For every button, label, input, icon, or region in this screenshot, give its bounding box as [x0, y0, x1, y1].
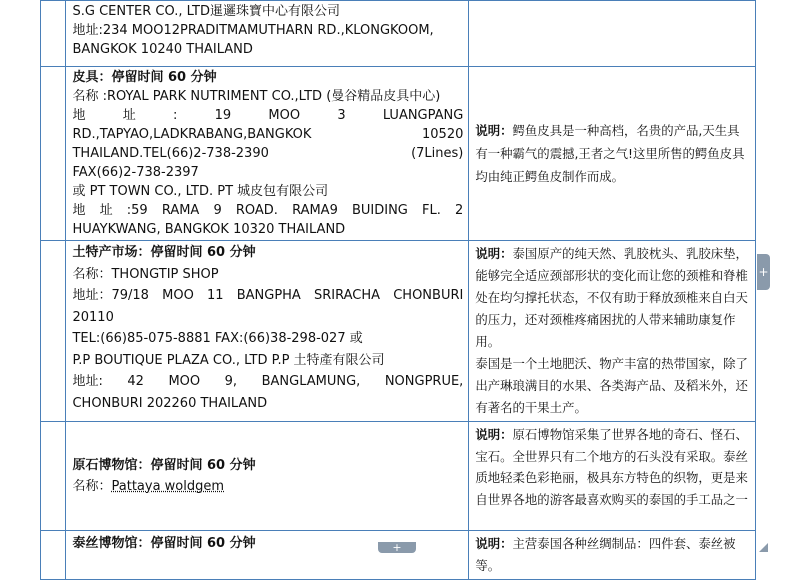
note-cell [469, 241, 756, 422]
addr-word: 42 [127, 374, 144, 389]
note-text [475, 119, 751, 189]
addr-word: 地址: [72, 374, 103, 389]
note-label: 说明： [475, 122, 513, 138]
addr-word: 9 [213, 203, 222, 218]
row-number-cell [41, 422, 66, 531]
shop-info-cell [66, 531, 469, 580]
note-text [475, 243, 751, 353]
section-heading: 泰丝博物馆：停留时间 60 分钟 [72, 536, 256, 551]
addr-word: (7Lines) [411, 146, 464, 161]
table-row [41, 241, 756, 422]
addr-word: 址 [122, 108, 136, 123]
addr-word: 11 [206, 288, 224, 303]
shop-address: 地址:234 MOO12PRADITMAMUTHARN RD.,KLONGKOOM, [72, 23, 434, 38]
shop-info-cell [66, 241, 469, 422]
addr-word: 地址：79/18 [72, 288, 149, 303]
alt-shop-name: 或 PT TOWN CO., LTD. PT 城皮包有限公司 [72, 184, 329, 199]
note-label: 说明： [475, 536, 513, 551]
alt-shop-address [72, 371, 463, 393]
name-prefix: 名称： [72, 479, 112, 494]
section-heading: 原石博物馆：停留时间 60 分钟 [72, 457, 256, 473]
addr-word: 19 [214, 108, 232, 123]
addr-word: 9, [224, 374, 238, 389]
shop-phone [72, 144, 463, 163]
addr-word: RAMA [161, 203, 200, 218]
addr-word: NONGPRUE, [384, 374, 464, 389]
addr-word: BUIDING [351, 203, 408, 218]
resize-handle-icon[interactable] [759, 543, 768, 552]
note-label: 说明： [475, 246, 513, 261]
shop-link[interactable]: Pattaya woldgem [111, 479, 225, 494]
row-number-cell [41, 241, 66, 422]
note-body: 泰国原产的纯天然、乳胶枕头、乳胶床垫，能够完全适应颈部形状的变化而让您的颈椎和脊椎处在均匀撑托状态，不仅有助于释放颈椎来自白天的压力，还对颈椎疼痛困扰的人带来辅助康复作用。 [475, 246, 748, 349]
shop-name: S.G CENTER CO., LTD暹邏珠寶中心有限公司 [72, 4, 340, 19]
note-cell [469, 1, 756, 67]
note-body: 主营泰国各种丝绸制品：四件套、泰丝被等。 [475, 536, 736, 573]
addr-word: 址 [99, 203, 113, 218]
addr-word: BANGPHA [236, 288, 301, 303]
addr-word: 地 [72, 108, 86, 123]
shop-fax: FAX(66)2-738-2397 [72, 165, 199, 180]
addr-word: 2 [455, 203, 464, 218]
note-text [475, 533, 751, 576]
addr-word: MOO [168, 374, 201, 389]
addr-word: ROAD. [235, 203, 278, 218]
shop-phone: TEL:(66)85-075-8881 FAX:(66)38-298-027 或 [72, 331, 363, 346]
shop-address [72, 106, 463, 125]
table-row [41, 531, 756, 580]
alt-shop-name: P.P BOUTIQUE PLAZA CO., LTD P.P 土特產有限公司 [72, 352, 385, 368]
addr-word: 3 [337, 108, 346, 123]
addr-word: BANGLAMUNG, [261, 374, 361, 389]
addr-word: FL. [422, 203, 441, 218]
addr-word: : [172, 108, 178, 123]
note-cell [469, 531, 756, 580]
shop-info-cell [66, 1, 469, 67]
note-cell [469, 422, 756, 531]
shop-info-cell [66, 422, 469, 531]
section-heading: 土特产市场：停留时间 60 分钟 [72, 245, 256, 260]
addr-word: 10520 [422, 127, 464, 142]
section-heading: 皮具：停留时间 60 分钟 [72, 70, 217, 85]
table-row [41, 422, 756, 531]
itinerary-table [40, 0, 756, 580]
shop-info-cell [66, 67, 469, 241]
note-text-2: 泰国是一个土地肥沃、物产丰富的热带国家，除了出产琳琅满目的水果、各类海产品、及稻米外，还有著名的干果土产。 [475, 356, 748, 415]
add-column-button[interactable]: + [757, 254, 770, 290]
note-label: 说明： [475, 427, 513, 442]
table-row [41, 67, 756, 241]
note-body: 鳄鱼皮具是一种高档，名贵的产品,天生具有一种霸气的震撼,王者之气!这里所售的鳄鱼皮具均由纯正鳄鱼皮制作而成。 [475, 122, 745, 185]
addr-word: RAMA9 [292, 203, 338, 218]
row-number-cell [41, 531, 66, 580]
shop-name: 名称：THONGTIP SHOP [72, 266, 219, 282]
note-text [475, 424, 751, 510]
addr-word: RD.,TAPYAO,LADKRABANG,BANGKOK [72, 127, 312, 142]
addr-word: THAILAND.TEL(66)2-738-2390 [72, 146, 269, 161]
shop-name [72, 476, 463, 498]
addr-word: MOO [268, 108, 301, 123]
alt-shop-address-cont: CHONBURI 202260 THAILAND [72, 395, 268, 411]
addr-word: MOO [162, 288, 194, 303]
table-row [41, 1, 756, 67]
note-cell [469, 67, 756, 241]
alt-shop-address [72, 201, 463, 220]
addr-word: CHONBURI [393, 288, 464, 303]
alt-shop-address-cont: HUAYKWANG, BANGKOK 10320 THAILAND [72, 222, 346, 237]
shop-name: 名称 :ROYAL PARK NUTRIMENT CO.,LTD (曼谷精品皮具中心) [72, 89, 441, 104]
shop-address [72, 285, 463, 307]
addr-word: LUANGPANG [382, 108, 464, 123]
shop-address-cont: BANGKOK 10240 THAILAND [72, 42, 253, 57]
shop-address-cont: 20110 [72, 309, 114, 325]
row-number-cell [41, 1, 66, 67]
addr-word: SRIRACHA [314, 288, 381, 303]
add-row-button[interactable]: + [378, 542, 416, 553]
note-body: 原石博物馆采集了世界各地的奇石、怪石、宝石。全世界只有二个地方的石头没有采取。泰丝质地轻柔色彩艳丽，极具东方特色的织物，更是来自世界各地的游客最喜欢购买的泰国的手工品之一 [475, 427, 748, 507]
addr-word: :59 [126, 203, 148, 218]
row-number-cell [41, 67, 66, 241]
addr-word: 地 [72, 203, 86, 218]
shop-address-cont [72, 125, 463, 144]
